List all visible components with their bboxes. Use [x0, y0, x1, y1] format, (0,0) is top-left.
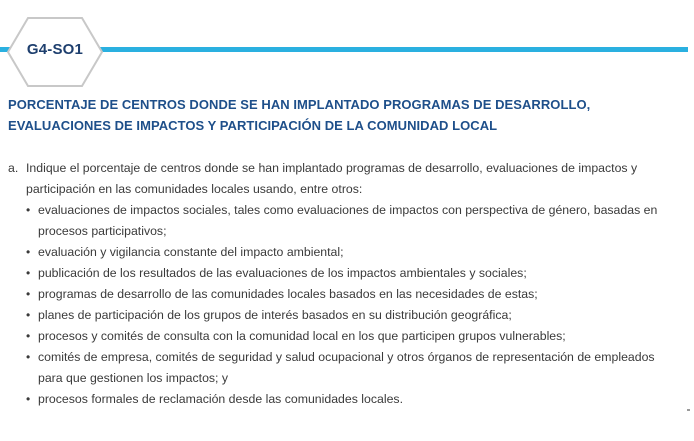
list-item — [26, 347, 692, 389]
indicator-badge — [6, 17, 104, 87]
list-item-text: comités de empresa, comités de seguridad y salud ocupacional y otros órganos de representación de empleados para que gestionen los impactos; y — [38, 350, 655, 385]
bullet-icon: • — [26, 203, 31, 217]
section-title-line-1: PORCENTAJE DE CENTROS DONDE SE HAN IMPLANTADO PROGRAMAS DE DESARROLLO, — [8, 97, 591, 112]
list-item-text: programas de desarrollo de las comunidades locales basados en las necesidades de estas; — [38, 287, 538, 301]
list-item — [26, 284, 692, 305]
list-item — [26, 263, 692, 284]
list-item — [26, 242, 692, 263]
list-item-text: procesos y comités de consulta con la comunidad local en los que participen grupos vulnerables; — [38, 329, 566, 343]
list-item-text: procesos formales de reclamación desde las comunidades locales. — [38, 392, 403, 406]
section-title — [8, 94, 668, 136]
list-item-text: evaluación y vigilancia constante del impacto ambiental; — [38, 245, 344, 259]
list-item-text: evaluaciones de impactos sociales, tales como evaluaciones de impactos con perspectiva de género, basadas en procesos participativos; — [38, 203, 658, 238]
list-item — [26, 389, 692, 410]
bullet-icon: • — [26, 245, 31, 259]
indicator-code: G4-SO1 — [26, 41, 84, 58]
bullet-icon: • — [26, 287, 31, 301]
bullet-icon: • — [26, 329, 31, 343]
list-item — [26, 326, 692, 347]
list-item-text: planes de participación de los grupos de interés basados en su distribución geográfica; — [38, 308, 512, 322]
bullet-list — [8, 200, 692, 410]
intro-marker: a. — [8, 161, 19, 175]
intro-text: Indique el porcentaje de centros donde se han implantado programas de desarrollo, evaluaciones de impactos y participación en las comunidades locales usando, entre otros: — [26, 161, 638, 196]
indicator-body — [8, 158, 692, 410]
list-item — [26, 200, 692, 242]
list-item — [26, 305, 692, 326]
section-title-line-2: EVALUACIONES DE IMPACTOS Y PARTICIPACIÓN DE LA COMUNIDAD LOCAL — [8, 118, 498, 133]
intro-paragraph — [8, 158, 692, 200]
list-item-text: publicación de los resultados de las evaluaciones de los impactos ambientales y sociales; — [38, 266, 527, 280]
page-edge-mark — [687, 409, 690, 411]
bullet-icon: • — [26, 308, 31, 322]
bullet-icon: • — [26, 266, 31, 280]
bullet-icon: • — [26, 392, 31, 406]
bullet-icon: • — [26, 350, 31, 364]
